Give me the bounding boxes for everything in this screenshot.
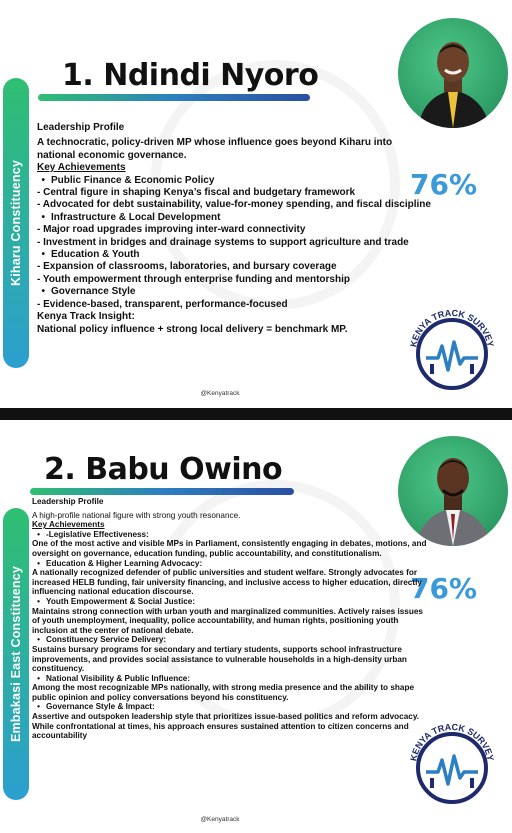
constituency-side-banner (3, 78, 29, 368)
achievement-line: - Advocated for debt sustainability, value-for-money spending, and fiscal discipline (37, 199, 431, 211)
constituency-side-banner (3, 508, 29, 800)
bullet-dot-icon: • (41, 286, 45, 298)
achievement-line: National policy influence + strong local delivery = benchmark MP. (37, 323, 348, 335)
bullet-dot-icon: • (41, 249, 45, 261)
bullet-dot-icon: • (37, 673, 40, 683)
achievement-line: - Expansion of classrooms, laboratories, and bursary coverage (37, 261, 337, 273)
kenya-track-survey-logo-icon (402, 716, 502, 816)
achievement-category-label: Governance Style (51, 286, 136, 298)
card-divider (0, 408, 512, 420)
bullet-dot-icon: • (37, 558, 40, 568)
achievements-list (37, 175, 432, 336)
achievement-category (32, 530, 432, 540)
approval-percent: 76% (410, 572, 478, 605)
achievement-line: - Investment in bridges and drainage systems to support agriculture and trade (37, 236, 409, 248)
mp-name: 2. Babu Owino (44, 452, 283, 487)
achievement-category (37, 212, 432, 224)
social-handle: @Kenyatrack (200, 390, 240, 397)
achievements-heading: Key Achievements (37, 162, 126, 174)
social-handle: @Kenyatrack (200, 816, 240, 823)
approval-percent: 76% (410, 168, 478, 201)
achievement-category-label: Constituency Service Delivery: (46, 635, 167, 645)
achievement-line: - Major road upgrades improving inter-ward connectivity (37, 224, 306, 236)
achievement-line: Sustains bursary programs for secondary and tertiary students, supports school infrastructure improvements, and provides social assistance to vulnerable households in a high-density urban constituency. (32, 644, 407, 674)
achievement-category-label: Education & Higher Learning Advocacy: (46, 558, 203, 568)
achievement-category (32, 635, 432, 645)
achievement-category (32, 702, 432, 712)
constituency-label: Embakasi East Constituency (9, 565, 23, 743)
achievement-category (32, 559, 432, 569)
achievement-line: Kenya Track Insight: (37, 311, 135, 323)
achievement-category (37, 286, 432, 298)
bullet-dot-icon: • (37, 529, 40, 539)
profile-text: A high-profile national figure with strong youth resonance. (32, 510, 241, 520)
achievement-category-label: Youth Empowerment & Social Justice: (46, 596, 196, 606)
bullet-dot-icon: • (37, 635, 40, 645)
achievement-category-label: Public Finance & Economic Policy (51, 174, 215, 186)
mp-card-1 (0, 0, 512, 408)
constituency-label: Kiharu Constituency (9, 159, 24, 287)
achievement-category-label: Infrastructure & Local Development (51, 211, 221, 223)
logo-text: KENYA TRACK SURVEY (408, 307, 496, 348)
profile-heading: Leadership Profile (37, 122, 125, 133)
achievements-list (32, 530, 432, 741)
achievement-line: Among the most recognizable MPs nationally, with strong media presence and the ability to shape public opinion and policy conversations beyond his constituency. (32, 683, 414, 702)
card-body (32, 497, 432, 741)
name-underline-bar (30, 488, 294, 495)
achievement-line: Maintains strong connection with urban youth and marginalized communities. Actively raises issues of youth unemployment, inequality, police accountability, and human rights, positioning youth inclusion at the center of national debate. (32, 606, 423, 635)
portrait-photo-icon (398, 18, 508, 128)
achievement-category (37, 249, 432, 261)
bullet-dot-icon: • (41, 211, 45, 223)
name-underline-bar (38, 94, 310, 101)
achievement-line: - Youth empowerment through enterprise funding and mentorship (37, 273, 350, 285)
kenya-track-survey-logo-icon (402, 302, 502, 402)
achievement-category-label: Education & Youth (51, 249, 140, 261)
achievement-line: Assertive and outspoken leadership style that prioritizes issue-based politics and reform advocacy. While confrontational at times, his approach ensures sustained attention to citizen concerns and accountability (32, 712, 420, 741)
achievements-heading: Key Achievements (32, 520, 105, 530)
logo-text: KENYA TRACK SURVEY (408, 721, 496, 762)
achievement-category-label: -Legislative Effectiveness: (46, 529, 149, 539)
mp-name: 1. Ndindi Nyoro (62, 58, 319, 93)
achievement-category-label: Governance Style & Impact: (46, 702, 155, 712)
achievement-line: - Central figure in shaping Kenya’s fiscal and budgetary framework (37, 187, 356, 199)
achievement-category (37, 175, 432, 187)
achievement-line: A nationally recognized defender of public universities and student welfare. Strongly advocates for increased HELB funding, fair university financing, and inclusive access to higher education, directly influencing national education discourse. (32, 568, 422, 597)
achievement-category (32, 674, 432, 684)
mp-card-2 (0, 420, 512, 833)
profile-text: A technocratic, policy-driven MP whose influence goes beyond Kiharu into national economic governance. (37, 137, 393, 161)
achievement-line: One of the most active and visible MPs in Parliament, consistently engaging in debates, motions, and oversight on governance, education funding, public accountability, and constitutionalism. (32, 539, 427, 558)
profile-heading: Leadership Profile (32, 497, 104, 506)
achievement-category (32, 597, 432, 607)
bullet-dot-icon: • (37, 596, 40, 606)
achievement-line: - Evidence-based, transparent, performance-focused (37, 298, 288, 310)
bullet-dot-icon: • (41, 174, 45, 186)
card-body (37, 122, 432, 336)
achievement-category-label: National Visibility & Public Influence: (46, 673, 191, 683)
bullet-dot-icon: • (37, 702, 40, 712)
